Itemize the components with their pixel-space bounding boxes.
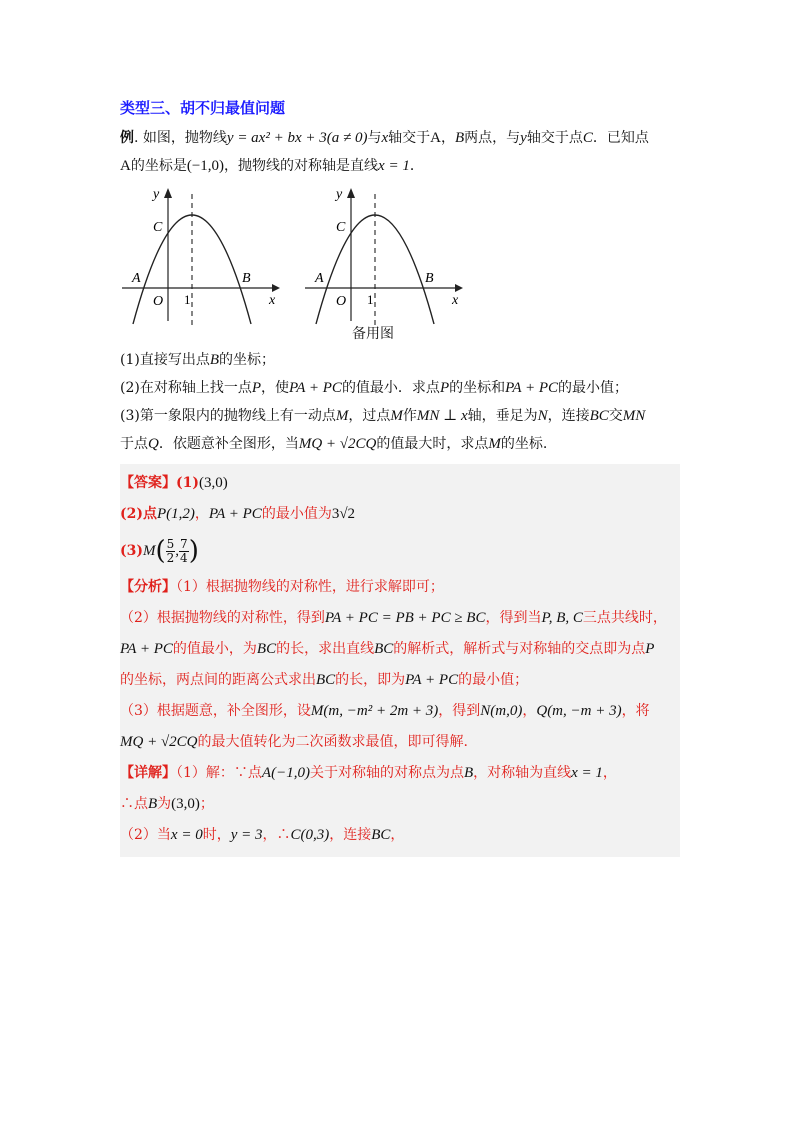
- parabola-figure-backup: [303, 186, 478, 331]
- fig-label-c: C: [153, 220, 163, 235]
- detail-2: ∴点B为(3,0)；: [120, 796, 214, 812]
- figure-caption: 备用图: [352, 326, 394, 342]
- detail-1: 【详解】（1）解：∵点A(−1,0)关于对称轴的对称点为点B，对称轴为直线x = 1，: [120, 765, 617, 781]
- fig2-label-o: O: [336, 294, 347, 309]
- fig2-label-y: y: [336, 187, 343, 202]
- fig-label-a: A: [132, 271, 141, 286]
- analysis-6: MQ + √2CQ的最大值转化为二次函数求最值，即可得解.: [120, 734, 468, 750]
- analysis-1: 【分析】（1）根据抛物线的对称性，进行求解即可；: [120, 579, 444, 595]
- fig2-label-one: 1: [367, 292, 374, 307]
- problem-line-1: 例. 如图，抛物线y = ax² + bx + 3(a ≠ 0)与x轴交于A，B两点，与y轴交于点C．已知点: [120, 130, 649, 146]
- analysis-3: PA + PC的值最小，为BC的长，求出直线BC的解析式，解析式与对称轴的交点即为点P: [120, 641, 655, 657]
- analysis-5: （3）根据题意，补全图形，设M(m, −m² + 2m + 3)，得到N(m,0)，Q(m, −m + 3)，将: [120, 703, 650, 719]
- fig2-label-x: x: [452, 293, 459, 308]
- detail-3: （2）当x = 0时，y = 3，∴C(0,3)，连接BC，: [120, 827, 405, 843]
- solution-box: [120, 464, 680, 857]
- analysis-tag: 【分析】: [120, 579, 176, 595]
- answer-1: 【答案】(1)(3,0): [120, 475, 228, 491]
- analysis-4: 的坐标，两点间的距离公式求出BC的长，即为PA + PC的最小值；: [120, 672, 529, 688]
- problem-line-2: A的坐标是(−1,0)，抛物线的对称轴是直线x = 1．: [120, 158, 424, 174]
- fraction-5-2: $\frac{5}{2}$: [166, 536, 175, 565]
- answer-3: (3)M( $\frac{5}{2}$ , $\frac{7}{4}$ ): [120, 536, 199, 566]
- detail-tag: 【详解】: [120, 765, 176, 781]
- fig-label-x: x: [269, 293, 276, 308]
- question-3-cont: 于点Q．依题意补全图形，当MQ + √2CQ的值最大时，求点M的坐标.: [120, 436, 548, 452]
- fraction-7-4: $\frac{7}{4}$: [180, 536, 188, 565]
- question-3: (3)第一象限内的抛物线上有一动点M，过点M作MN ⊥ x轴，垂足为N，连接BC交MN: [120, 408, 646, 424]
- fig2-label-c: C: [336, 220, 346, 235]
- question-1: (1)直接写出点B的坐标；: [120, 352, 276, 368]
- parabola-figure-main: [120, 186, 295, 331]
- fig2-label-b: B: [425, 271, 434, 286]
- fig-label-y: y: [153, 187, 160, 202]
- question-2: (2)在对称轴上找一点P，使PA + PC的值最小．求点P的坐标和PA + PC的最小值；: [120, 380, 629, 396]
- section-title: 类型三、胡不归最值问题: [120, 99, 286, 117]
- figures: [120, 186, 680, 346]
- fig-label-one: 1: [184, 292, 191, 307]
- fig-label-o: O: [153, 294, 164, 309]
- fig-label-b: B: [242, 271, 251, 286]
- answer-tag: 【答案】: [120, 475, 176, 491]
- analysis-2: （2）根据抛物线的对称性，得到PA + PC = PB + PC ≥ BC，得到当P, B, C三点共线时，: [120, 610, 667, 626]
- answer-2: (2)点P(1,2)，PA + PC的最小值为3√2: [120, 506, 356, 522]
- example-label: 例: [120, 130, 134, 146]
- document-page: [120, 96, 680, 857]
- fig2-label-a: A: [315, 271, 324, 286]
